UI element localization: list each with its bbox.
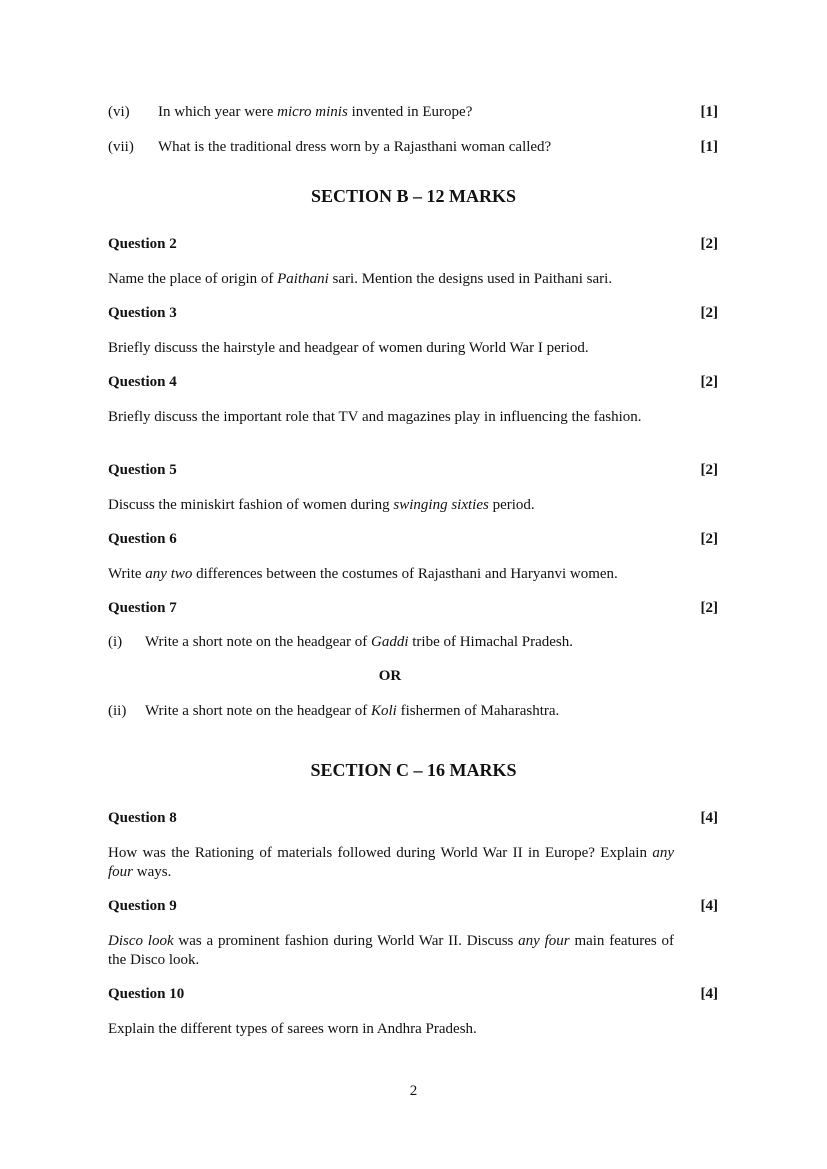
question-9-text: Disco look was a prominent fashion during World War II. Discuss any four main features of the Disco look. bbox=[108, 933, 674, 968]
section-c-title: SECTION C – 16 MARKS bbox=[310, 760, 517, 780]
marks: [2] bbox=[700, 600, 718, 616]
marks: [4] bbox=[700, 810, 718, 826]
question-5-heading bbox=[108, 462, 718, 479]
question-10-heading bbox=[108, 986, 718, 1003]
marks: [4] bbox=[700, 898, 718, 914]
question-label: Question 9 bbox=[108, 898, 177, 914]
question-label: Question 4 bbox=[108, 374, 177, 390]
question-2-text: Name the place of origin of Paithani sari. Mention the designs used in Paithani sari. bbox=[108, 271, 613, 287]
marks: [2] bbox=[700, 374, 718, 390]
question-label: Question 8 bbox=[108, 810, 177, 826]
marks: [2] bbox=[700, 462, 718, 478]
subquestion-number: (vii) bbox=[108, 139, 134, 155]
question-10-text: Explain the different types of sarees worn in Andhra Pradesh. bbox=[108, 1021, 477, 1037]
question-6-text: Write any two differences between the costumes of Rajasthani and Haryanvi women. bbox=[108, 566, 618, 582]
question-8-heading bbox=[108, 810, 718, 827]
question-label: Question 2 bbox=[108, 236, 177, 252]
question-6-heading bbox=[108, 531, 718, 548]
page-number: 2 bbox=[409, 1083, 418, 1099]
option-text: Write a short note on the headgear of Gaddi tribe of Himachal Pradesh. bbox=[145, 634, 574, 650]
marks: [1] bbox=[700, 139, 718, 155]
question-label: Question 7 bbox=[108, 600, 177, 616]
marks: [2] bbox=[700, 531, 718, 547]
marks: [2] bbox=[700, 236, 718, 252]
marks: [1] bbox=[700, 104, 718, 120]
question-8-text: How was the Rationing of materials followed during World War II in Europe? Explain any four ways. bbox=[108, 845, 674, 880]
question-2-heading bbox=[108, 236, 718, 253]
question-7-heading bbox=[108, 600, 718, 617]
or-divider: OR bbox=[378, 668, 402, 684]
option-number: (i) bbox=[108, 634, 123, 650]
question-4-heading bbox=[108, 374, 718, 391]
section-b-title: SECTION B – 12 MARKS bbox=[310, 186, 517, 206]
question-3-heading bbox=[108, 305, 718, 322]
option-number: (ii) bbox=[108, 703, 127, 719]
question-3-text: Briefly discuss the hairstyle and headgear of women during World War I period. bbox=[108, 340, 589, 356]
question-label: Question 10 bbox=[108, 986, 185, 1002]
marks: [4] bbox=[700, 986, 718, 1002]
question-label: Question 6 bbox=[108, 531, 177, 547]
question-4-text: Briefly discuss the important role that TV and magazines play in influencing the fashion. bbox=[108, 409, 642, 425]
subquestion-number: (vi) bbox=[108, 104, 130, 120]
option-text: Write a short note on the headgear of Koli fishermen of Maharashtra. bbox=[145, 703, 560, 719]
question-9-heading bbox=[108, 898, 718, 915]
question-label: Question 3 bbox=[108, 305, 177, 321]
marks: [2] bbox=[700, 305, 718, 321]
subquestion-text: What is the traditional dress worn by a Rajasthani woman called? bbox=[158, 139, 552, 155]
subquestion-text: In which year were micro minis invented in Europe? bbox=[158, 104, 473, 120]
question-5-text: Discuss the miniskirt fashion of women during swinging sixties period. bbox=[108, 497, 535, 513]
question-label: Question 5 bbox=[108, 462, 177, 478]
